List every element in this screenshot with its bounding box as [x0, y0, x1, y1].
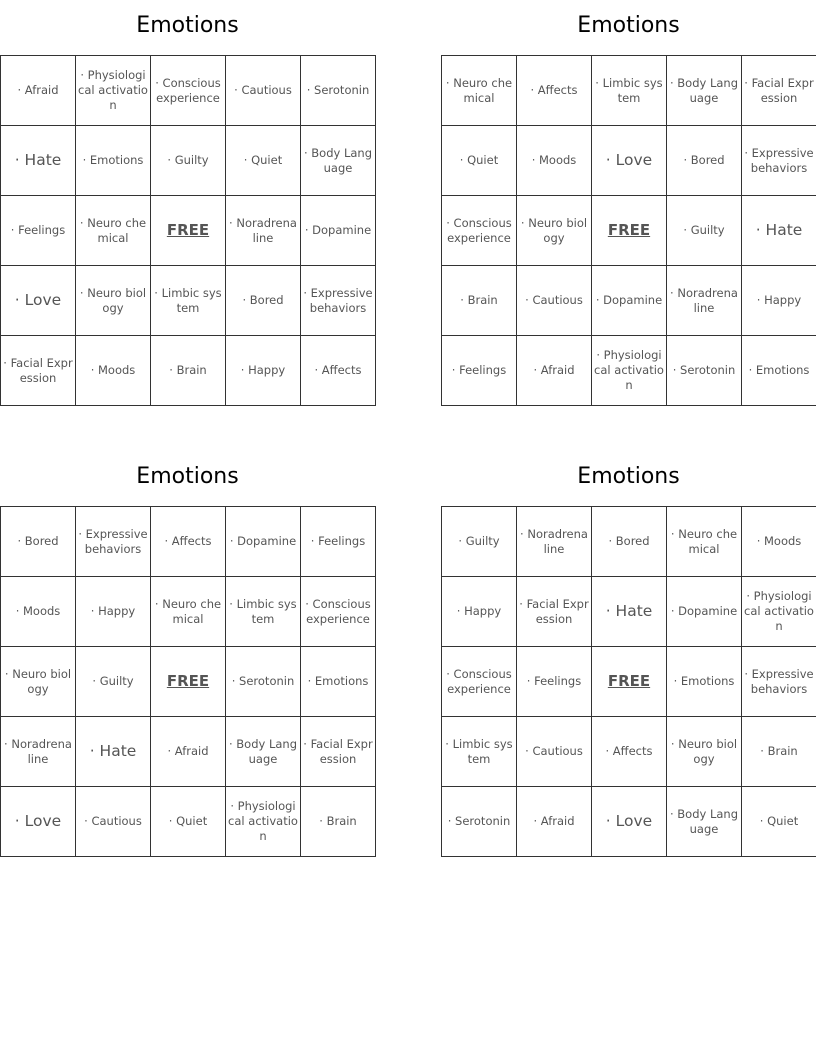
- grid-cell: · Noradrenaline: [517, 507, 592, 577]
- grid-cell: · Neuro biology: [517, 196, 592, 266]
- grid-cell: · Expressive behaviors: [742, 126, 816, 196]
- grid-cell: · Quiet: [742, 787, 816, 857]
- grid-cell: · Emotions: [667, 647, 742, 717]
- grid-row: [442, 577, 816, 647]
- grid-cell: · Moods: [1, 577, 76, 647]
- grid-cell: · Love: [1, 787, 76, 857]
- grid-row: [1, 196, 376, 266]
- grid-cell: · Love: [592, 787, 667, 857]
- grid-row: [442, 647, 816, 717]
- grid-cell: · Body Language: [226, 717, 301, 787]
- grid-cell: · Noradrenaline: [667, 266, 742, 336]
- grid-cell: · Expressive behaviors: [301, 266, 376, 336]
- grid-row: [442, 507, 816, 577]
- grid-cell: · Expressive behaviors: [76, 507, 151, 577]
- grid-cell: · Happy: [76, 577, 151, 647]
- grid-cell: · Brain: [442, 266, 517, 336]
- grid-cell: · Dopamine: [592, 266, 667, 336]
- grid-cell: · Bored: [667, 126, 742, 196]
- grid-row: [1, 577, 376, 647]
- grid-cell: · Noradrenaline: [226, 196, 301, 266]
- card-title: Emotions: [577, 464, 680, 489]
- grid-row: [442, 787, 816, 857]
- grid-cell: · Physiological activation: [742, 577, 816, 647]
- bingo-card-3: [0, 464, 375, 857]
- grid-cell: · Body Language: [667, 56, 742, 126]
- grid-cell: · Limbic system: [226, 577, 301, 647]
- grid-row: [1, 336, 376, 406]
- grid-cell: · Neuro biology: [1, 647, 76, 717]
- grid-cell: · Feelings: [301, 507, 376, 577]
- grid-cell: · Neuro chemical: [442, 56, 517, 126]
- grid-cell: · Facial Expression: [301, 717, 376, 787]
- grid-cell: · Feelings: [517, 647, 592, 717]
- grid-cell: · Love: [1, 266, 76, 336]
- free-cell: FREE: [592, 647, 667, 717]
- grid-cell: · Limbic system: [442, 717, 517, 787]
- grid-cell: · Body Language: [667, 787, 742, 857]
- grid-cell: · Affects: [517, 56, 592, 126]
- grid-cell: · Conscious experience: [442, 647, 517, 717]
- grid-cell: · Afraid: [517, 336, 592, 406]
- grid-cell: · Physiological activation: [592, 336, 667, 406]
- grid-cell: · Guilty: [76, 647, 151, 717]
- grid-cell: · Afraid: [1, 56, 76, 126]
- grid-cell: · Neuro biology: [76, 266, 151, 336]
- bingo-grid: [441, 55, 816, 406]
- grid-cell: · Guilty: [442, 507, 517, 577]
- bingo-grid: [0, 55, 376, 406]
- grid-cell: · Afraid: [151, 717, 226, 787]
- free-cell: FREE: [151, 647, 226, 717]
- grid-row: [1, 126, 376, 196]
- grid-cell: · Brain: [742, 717, 816, 787]
- grid-row: [1, 717, 376, 787]
- grid-cell: · Physiological activation: [76, 56, 151, 126]
- grid-cell: · Brain: [151, 336, 226, 406]
- card-title: Emotions: [136, 13, 239, 38]
- grid-cell: · Limbic system: [151, 266, 226, 336]
- grid-cell: · Dopamine: [667, 577, 742, 647]
- grid-cell: · Guilty: [667, 196, 742, 266]
- grid-cell: · Hate: [1, 126, 76, 196]
- grid-cell: · Facial Expression: [742, 56, 816, 126]
- free-cell: FREE: [592, 196, 667, 266]
- grid-cell: · Conscious experience: [151, 56, 226, 126]
- grid-cell: · Conscious experience: [301, 577, 376, 647]
- grid-row: [1, 56, 376, 126]
- grid-cell: · Physiological activation: [226, 787, 301, 857]
- bingo-card-1: [0, 13, 375, 406]
- grid-row: [1, 266, 376, 336]
- grid-cell: · Happy: [226, 336, 301, 406]
- grid-cell: · Bored: [592, 507, 667, 577]
- grid-cell: · Affects: [151, 507, 226, 577]
- grid-row: [1, 647, 376, 717]
- grid-cell: · Conscious experience: [442, 196, 517, 266]
- grid-cell: · Moods: [76, 336, 151, 406]
- bingo-grid: [0, 506, 376, 857]
- grid-cell: · Affects: [301, 336, 376, 406]
- grid-cell: · Cautious: [76, 787, 151, 857]
- grid-row: [442, 126, 816, 196]
- grid-cell: · Bored: [1, 507, 76, 577]
- grid-cell: · Cautious: [517, 266, 592, 336]
- free-cell: FREE: [151, 196, 226, 266]
- grid-cell: · Cautious: [226, 56, 301, 126]
- grid-row: [442, 717, 816, 787]
- card-title: Emotions: [577, 13, 680, 38]
- bingo-card-4: [441, 464, 816, 857]
- grid-cell: · Love: [592, 126, 667, 196]
- grid-cell: · Feelings: [442, 336, 517, 406]
- grid-cell: · Serotonin: [301, 56, 376, 126]
- grid-row: [442, 56, 816, 126]
- grid-cell: · Serotonin: [226, 647, 301, 717]
- grid-cell: · Cautious: [517, 717, 592, 787]
- grid-cell: · Happy: [742, 266, 816, 336]
- grid-cell: · Moods: [517, 126, 592, 196]
- grid-cell: · Quiet: [226, 126, 301, 196]
- grid-cell: · Neuro biology: [667, 717, 742, 787]
- grid-cell: · Dopamine: [226, 507, 301, 577]
- grid-cell: · Moods: [742, 507, 816, 577]
- bingo-card-2: [441, 13, 816, 406]
- grid-cell: · Body Language: [301, 126, 376, 196]
- grid-cell: · Neuro chemical: [667, 507, 742, 577]
- grid-cell: · Guilty: [151, 126, 226, 196]
- bingo-grid: [441, 506, 816, 857]
- grid-cell: · Limbic system: [592, 56, 667, 126]
- grid-cell: · Afraid: [517, 787, 592, 857]
- grid-cell: · Neuro chemical: [76, 196, 151, 266]
- grid-cell: · Affects: [592, 717, 667, 787]
- grid-cell: · Hate: [592, 577, 667, 647]
- grid-cell: · Quiet: [442, 126, 517, 196]
- grid-row: [442, 266, 816, 336]
- grid-cell: · Emotions: [301, 647, 376, 717]
- grid-cell: · Hate: [742, 196, 816, 266]
- grid-row: [442, 196, 816, 266]
- grid-cell: · Facial Expression: [517, 577, 592, 647]
- grid-row: [1, 787, 376, 857]
- grid-cell: · Emotions: [742, 336, 816, 406]
- grid-cell: · Serotonin: [667, 336, 742, 406]
- grid-cell: · Expressive behaviors: [742, 647, 816, 717]
- grid-cell: · Brain: [301, 787, 376, 857]
- grid-cell: · Facial Expression: [1, 336, 76, 406]
- grid-cell: · Dopamine: [301, 196, 376, 266]
- grid-cell: · Neuro chemical: [151, 577, 226, 647]
- grid-row: [1, 507, 376, 577]
- card-title: Emotions: [136, 464, 239, 489]
- grid-cell: · Hate: [76, 717, 151, 787]
- grid-cell: · Quiet: [151, 787, 226, 857]
- grid-cell: · Noradrenaline: [1, 717, 76, 787]
- grid-row: [442, 336, 816, 406]
- grid-cell: · Serotonin: [442, 787, 517, 857]
- grid-cell: · Happy: [442, 577, 517, 647]
- grid-cell: · Emotions: [76, 126, 151, 196]
- grid-cell: · Feelings: [1, 196, 76, 266]
- grid-cell: · Bored: [226, 266, 301, 336]
